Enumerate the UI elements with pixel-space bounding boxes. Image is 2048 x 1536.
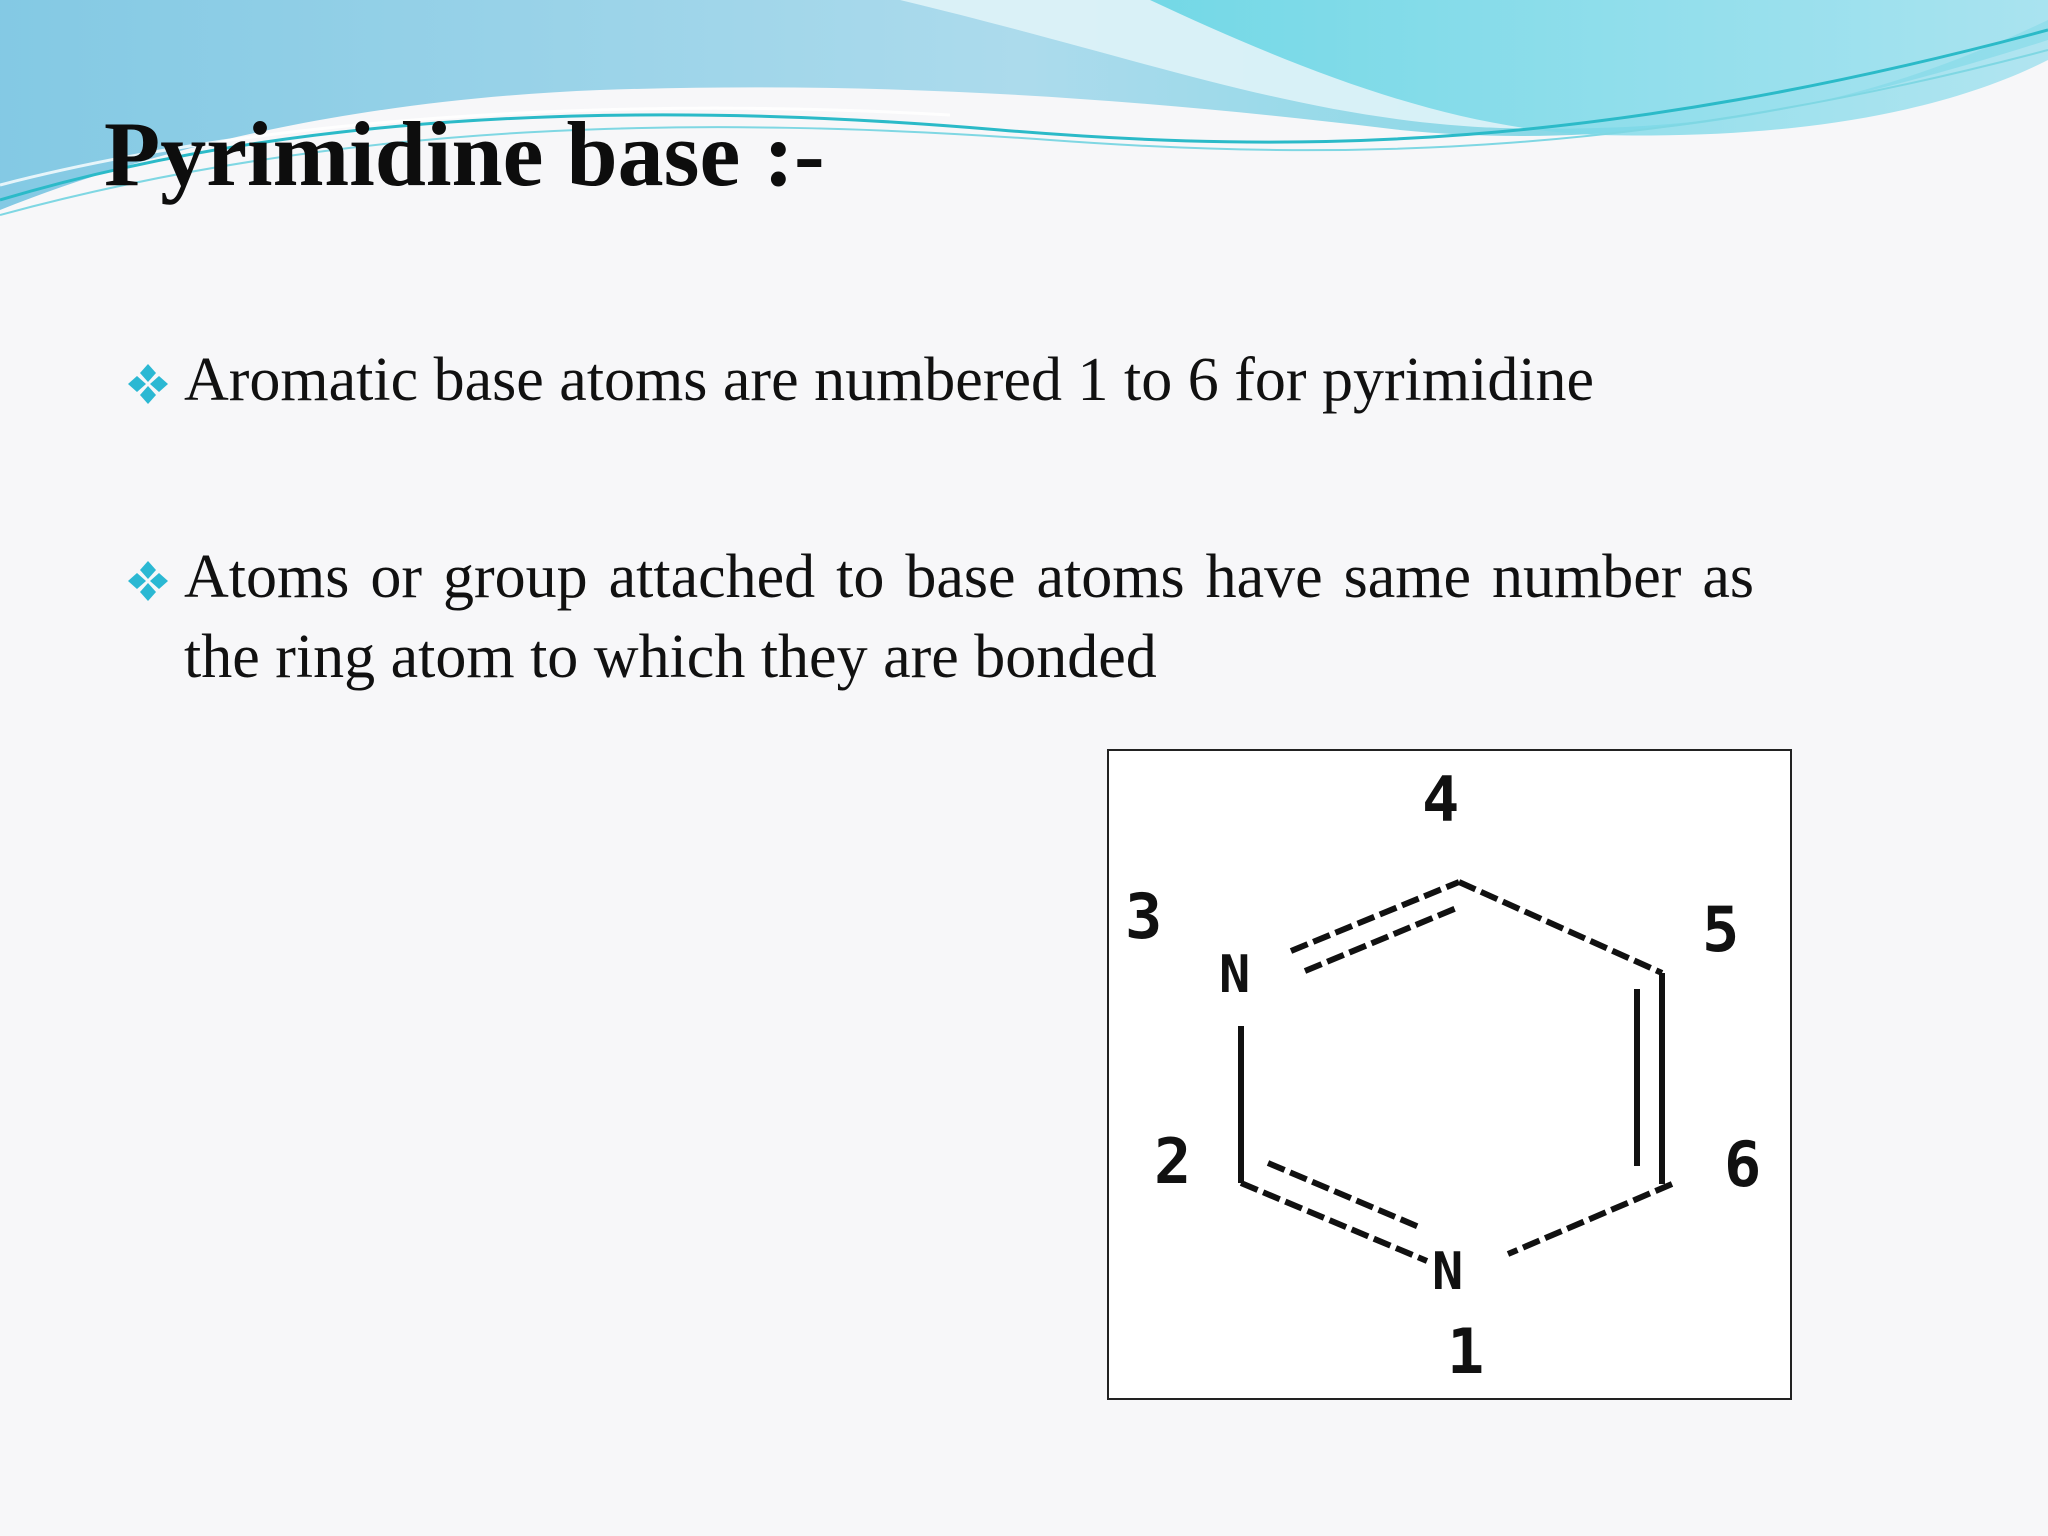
bullet-item-numbering (184, 340, 1754, 420)
position-label-3: 3 (1125, 880, 1163, 953)
diamond-bullet-icon (126, 559, 170, 603)
bond-c2-n1 (1241, 1183, 1427, 1261)
position-label-4: 4 (1422, 763, 1460, 836)
position-label-1: 1 (1447, 1315, 1485, 1388)
bullet-text: Atoms or group attached to base atoms have same number as the ring atom to which they are bonded (184, 543, 1754, 691)
position-label-6: 6 (1724, 1128, 1762, 1201)
diamond-bullet-icon (126, 362, 170, 406)
bond-c6-n1 (1508, 1184, 1672, 1254)
slide-title: Pyrimidine base :- (104, 103, 825, 205)
atom-label-n1: N (1432, 1242, 1464, 1302)
bullet-item-attached-groups (184, 537, 1754, 697)
bond-c2-n1-second (1268, 1163, 1419, 1227)
pyrimidine-ring-diagram (1107, 749, 1792, 1400)
bond-c4-c5 (1459, 882, 1662, 973)
atom-label-n3: N (1219, 945, 1251, 1005)
position-label-2: 2 (1154, 1125, 1192, 1198)
bullet-text: Aromatic base atoms are numbered 1 to 6 for pyrimidine (184, 346, 1595, 414)
position-label-5: 5 (1702, 893, 1740, 966)
